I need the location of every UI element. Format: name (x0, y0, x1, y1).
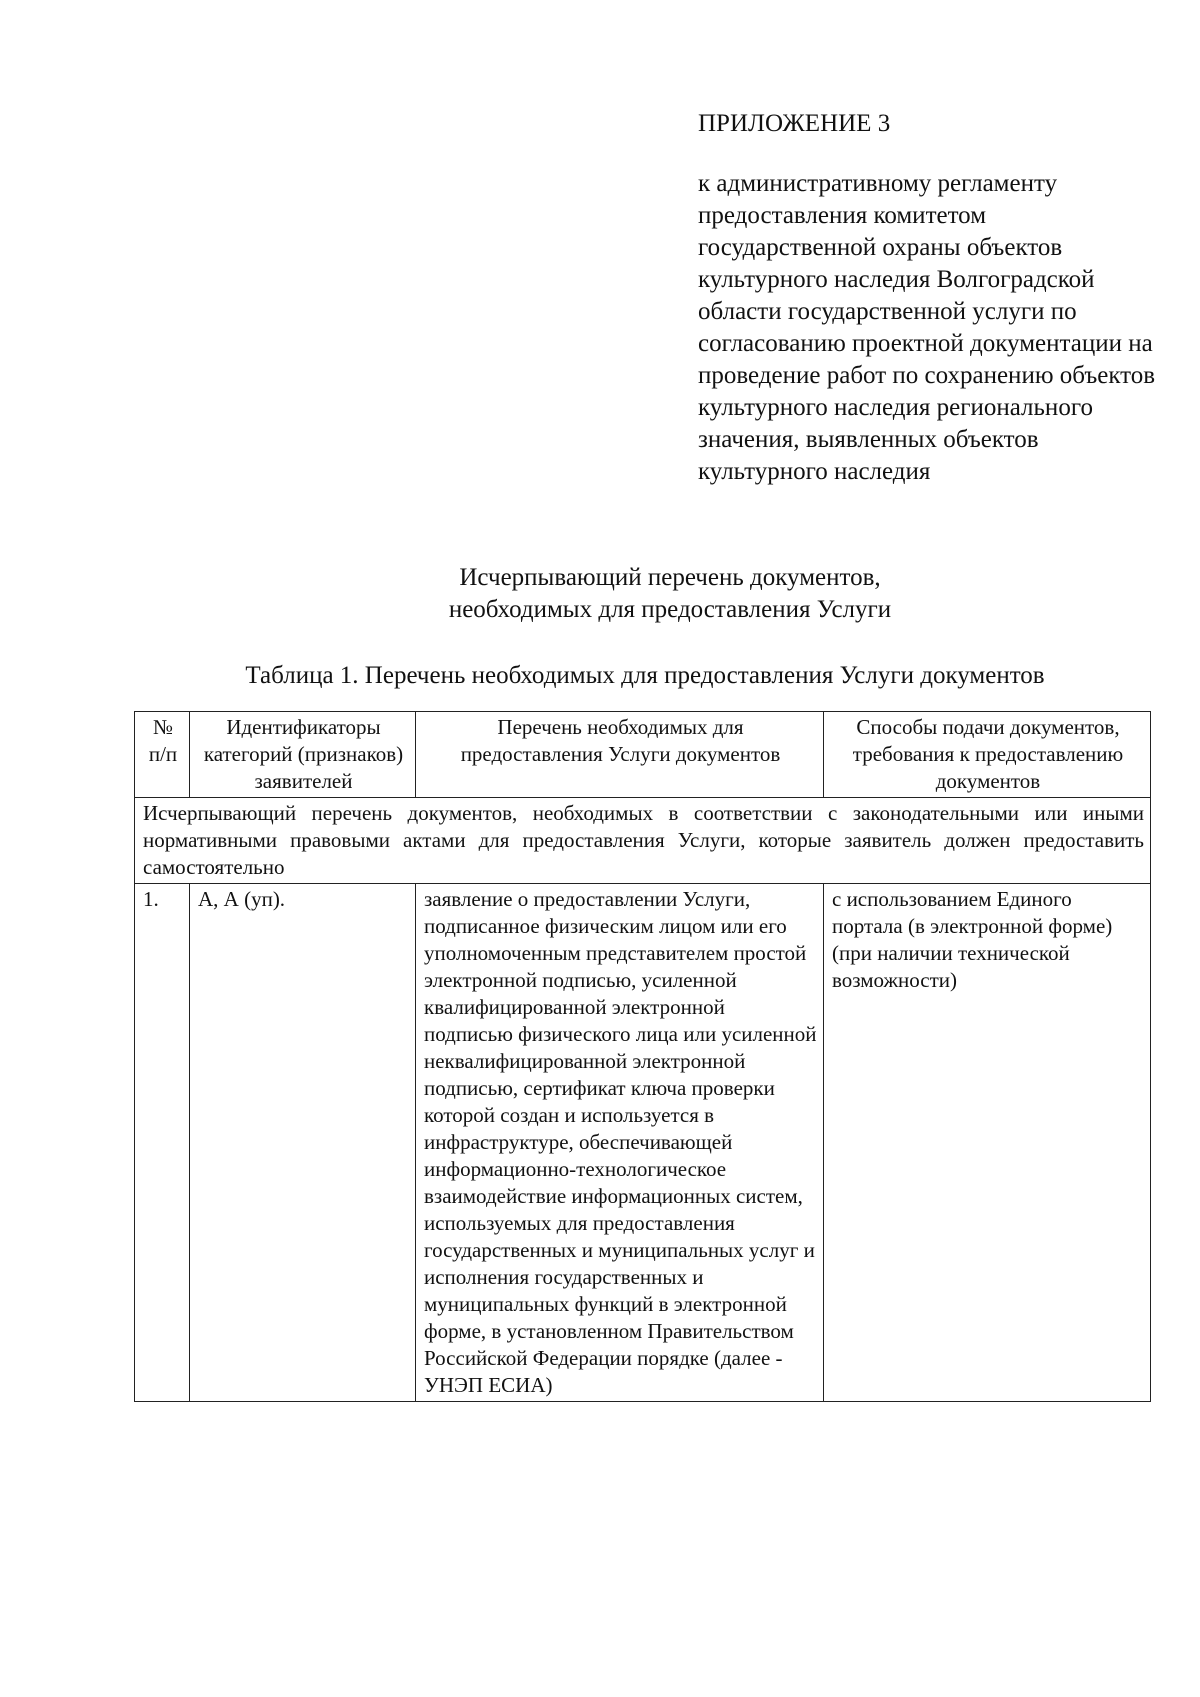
table-header-row (135, 712, 1151, 798)
table-section-row (135, 798, 1151, 884)
document-heading (300, 562, 1040, 626)
header-category: Идентификаторы категорий (признаков) заявителей (190, 712, 416, 798)
heading-line-1: Исчерпывающий перечень документов, (459, 564, 881, 591)
table-row (135, 884, 1151, 1402)
appendix-title: ПРИЛОЖЕНИЕ 3 (698, 110, 891, 137)
header-number: № п/п (135, 712, 190, 798)
row-method: с использованием Единого портала (в электронной форме) (при наличии технической возможности) (824, 884, 1151, 1402)
row-category: А, А (уп). (190, 884, 416, 1402)
header-document: Перечень необходимых для предоставления Услуги документов (416, 712, 824, 798)
table-caption: Таблица 1. Перечень необходимых для предоставления Услуги документов (245, 662, 1045, 689)
appendix-block (698, 108, 1168, 488)
documents-table (134, 711, 1151, 1402)
heading-line-2: необходимых для предоставления Услуги (448, 596, 892, 623)
row-document: заявление о предоставлении Услуги, подписанное физическим лицом или его уполномоченным представителем простой электронной подписью, усиленной квалифицированной электронной подписью физического лица или усиленной неквалифицированной электронной подписью, сертификат ключа проверки которой создан и используется в инфраструктуре, обеспечивающей информационно-технологическое взаимодействие информационных систем, используемых для предоставления государственных и муниципальных услуг и исполнения государственных и муниципальных функций в электронной форме, в установленном Правительством Российской Федерации порядке (далее - УНЭП ЕСИА) (416, 884, 824, 1402)
header-method: Способы подачи документов, требования к предоставлению документов (824, 712, 1151, 798)
row-number: 1. (135, 884, 190, 1402)
section-text: Исчерпывающий перечень документов, необходимых в соответствии с законодательными или иными нормативными правовыми актами для предоставления Услуги, которые заявитель должен предоставить самостоятельно (135, 798, 1151, 884)
appendix-text: к административному регламенту предоставления комитетом государственной охраны объектов культурного наследия Волгоградской области государственной услуги по согласованию проектной документации на проведение работ по сохранению объектов культурного наследия регионального значения, выявленных объектов культурного наследия (698, 170, 1156, 485)
